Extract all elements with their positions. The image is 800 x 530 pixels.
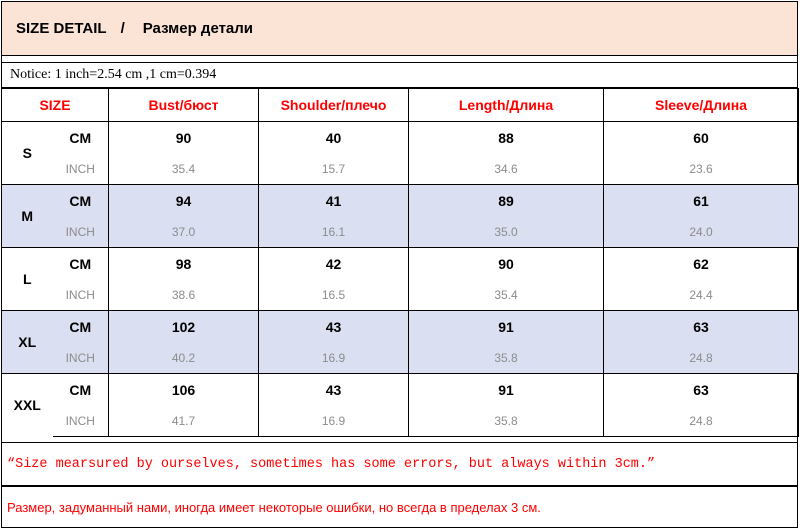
cell-m-length-inch: 35.0 [409, 216, 604, 248]
cell-l-length-inch: 35.4 [409, 279, 604, 311]
cell-s-sleeve-inch: 23.6 [604, 153, 799, 185]
unit-inch-label: INCH [53, 342, 109, 374]
column-header-shoulder: Shoulder/плечо [259, 89, 409, 122]
column-header-length: Length/Длина [409, 89, 604, 122]
cell-xl-shoulder-inch: 16.9 [259, 342, 409, 374]
size-label-s: S [2, 122, 53, 185]
cell-l-sleeve-inch: 24.4 [604, 279, 799, 311]
cell-xxl-shoulder-inch: 16.9 [259, 405, 409, 437]
header-separator: / [120, 20, 125, 37]
cell-m-shoulder-inch: 16.1 [259, 216, 409, 248]
cell-s-bust-inch: 35.4 [109, 153, 259, 185]
cell-xl-sleeve-cm: 63 [604, 311, 799, 343]
size-label-l: L [2, 248, 53, 311]
unit-cm-label: CM [53, 122, 109, 154]
cell-m-shoulder-cm: 41 [259, 185, 409, 217]
table-row-l-cm [2, 248, 799, 280]
cell-xxl-sleeve-inch: 24.8 [604, 405, 799, 437]
column-header-sleeve: Sleeve/Длина [604, 89, 799, 122]
table-row-m-inch [2, 216, 799, 248]
cell-l-shoulder-cm: 42 [259, 248, 409, 280]
cell-m-sleeve-cm: 61 [604, 185, 799, 217]
cell-xl-length-cm: 91 [409, 311, 604, 343]
table-row-xl-inch [2, 342, 799, 374]
unit-cm-label: CM [53, 185, 109, 217]
column-header-size: SIZE [2, 89, 109, 122]
cell-xxl-bust-cm: 106 [109, 374, 259, 406]
cell-m-bust-inch: 37.0 [109, 216, 259, 248]
size-table [1, 88, 799, 437]
cell-xl-bust-cm: 102 [109, 311, 259, 343]
cell-m-bust-cm: 94 [109, 185, 259, 217]
cell-xl-bust-inch: 40.2 [109, 342, 259, 374]
measurement-note-ru: Размер, задуманный нами, иногда имеет некоторые ошибки, но всегда в пределах 3 см. [1, 486, 798, 528]
table-row-xxl-inch [2, 405, 799, 437]
unit-cm-label: CM [53, 248, 109, 280]
column-header-bust: Bust/бюст [109, 89, 259, 122]
table-row-s-cm [2, 122, 799, 154]
unit-inch-label: INCH [53, 405, 109, 437]
cell-xl-length-inch: 35.8 [409, 342, 604, 374]
header-title-ru: Размер детали [142, 20, 254, 37]
unit-cm-label: CM [53, 374, 109, 406]
cell-xl-sleeve-inch: 24.8 [604, 342, 799, 374]
table-row-m-cm [2, 185, 799, 217]
cell-s-sleeve-cm: 60 [604, 122, 799, 154]
cell-xxl-bust-inch: 41.7 [109, 405, 259, 437]
cell-l-bust-cm: 98 [109, 248, 259, 280]
cell-l-bust-inch: 38.6 [109, 279, 259, 311]
measurement-note-en: “Size mearsured by ourselves, sometimes has some errors, but always within 3cm.” [1, 442, 798, 486]
unit-inch-label: INCH [53, 216, 109, 248]
cell-xxl-sleeve-cm: 63 [604, 374, 799, 406]
table-row-l-inch [2, 279, 799, 311]
table-row-s-inch [2, 153, 799, 185]
cell-s-bust-cm: 90 [109, 122, 259, 154]
unit-cm-label: CM [53, 311, 109, 343]
table-row-xxl-cm [2, 374, 799, 406]
header-title-en: SIZE DETAIL [16, 20, 107, 37]
size-label-xxl: XXL [2, 374, 53, 437]
cell-m-length-cm: 89 [409, 185, 604, 217]
cell-m-sleeve-inch: 24.0 [604, 216, 799, 248]
unit-inch-label: INCH [53, 153, 109, 185]
table-row-xl-cm [2, 311, 799, 343]
cell-s-shoulder-cm: 40 [259, 122, 409, 154]
cell-xxl-length-inch: 35.8 [409, 405, 604, 437]
size-detail-header [1, 1, 798, 56]
cell-s-shoulder-inch: 15.7 [259, 153, 409, 185]
cell-s-length-inch: 34.6 [409, 153, 604, 185]
cell-l-sleeve-cm: 62 [604, 248, 799, 280]
cell-l-length-cm: 90 [409, 248, 604, 280]
size-label-xl: XL [2, 311, 53, 374]
size-label-m: M [2, 185, 53, 248]
cell-xl-shoulder-cm: 43 [259, 311, 409, 343]
cell-s-length-cm: 88 [409, 122, 604, 154]
unit-inch-label: INCH [53, 279, 109, 311]
conversion-notice: Notice: 1 inch=2.54 cm ,1 cm=0.394 [1, 62, 798, 88]
cell-l-shoulder-inch: 16.5 [259, 279, 409, 311]
cell-xxl-shoulder-cm: 43 [259, 374, 409, 406]
cell-xxl-length-cm: 91 [409, 374, 604, 406]
table-header-row [2, 89, 799, 122]
